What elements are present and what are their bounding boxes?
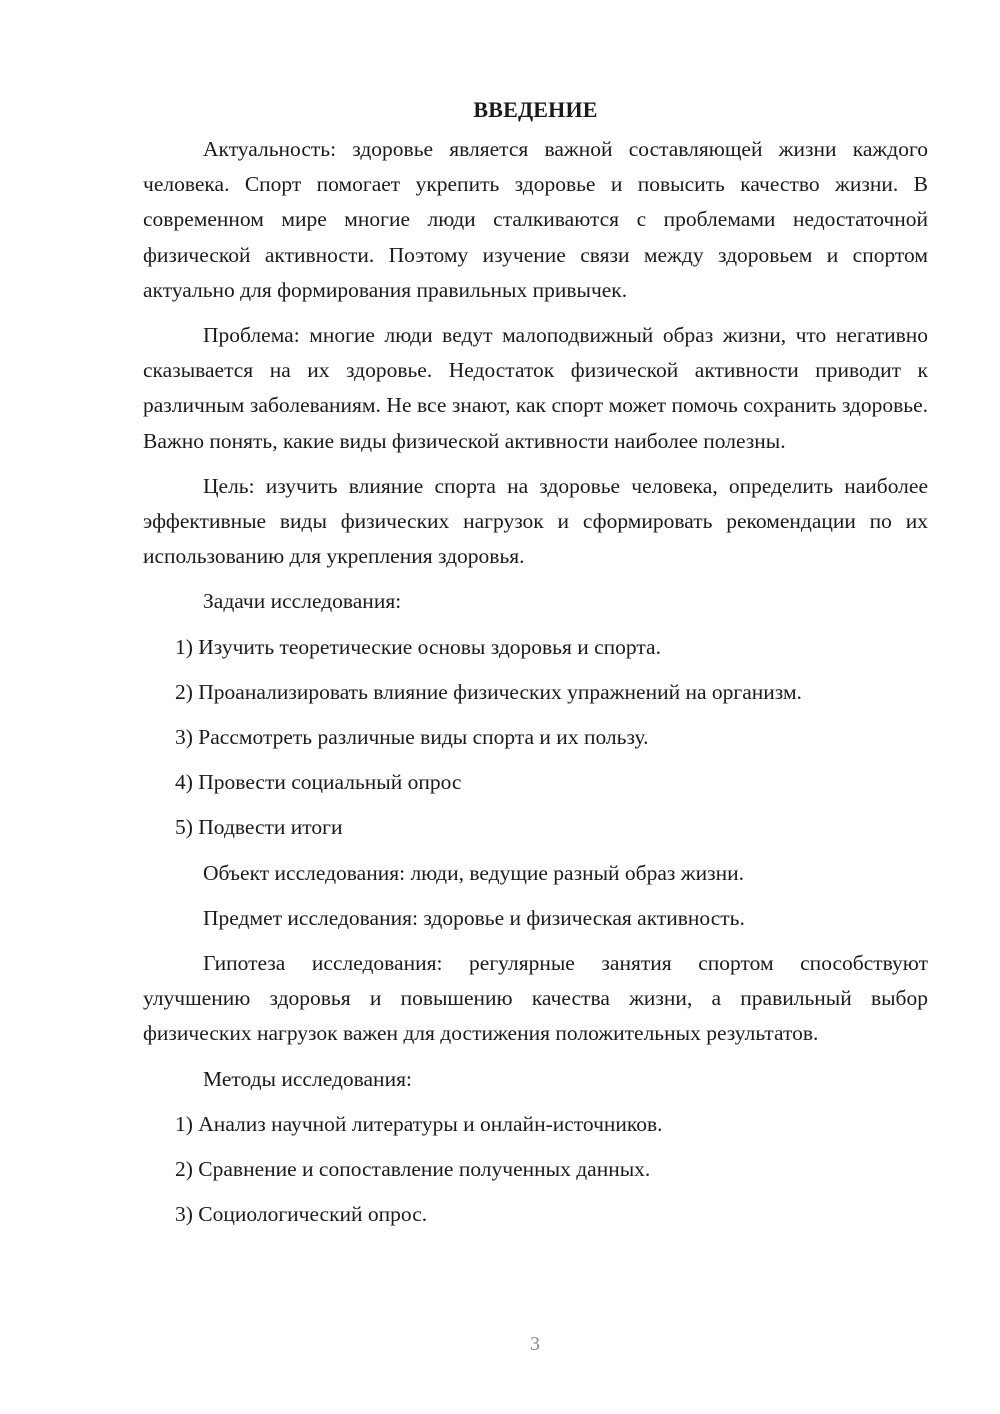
- tasks-list: [143, 630, 928, 846]
- object-line: Объект исследования: люди, ведущие разный образ жизни.: [203, 860, 745, 885]
- goal-paragraph: Цель: изучить влияние спорта на здоровье человека, определить наиболее эффективные виды физических нагрузок и сформировать рекомендации по их использованию для укрепления здоровья.: [143, 473, 928, 569]
- methods-list: [143, 1107, 928, 1233]
- hypothesis-paragraph: Гипотеза исследования: регулярные занятия спортом способствуют улучшению здоровья и повышению качества жизни, а правильный выбор физических нагрузок важен для достижения положительных результатов.: [143, 951, 928, 1046]
- task-item: 2) Проанализировать влияние физических упражнений на организм.: [175, 679, 802, 704]
- task-item: 4) Провести социальный опрос: [175, 770, 462, 795]
- method-item: 2) Сравнение и сопоставление полученных данных.: [175, 1157, 651, 1182]
- methods-heading: Методы исследования:: [203, 1066, 412, 1091]
- relevance-paragraph: Актуальность: здоровье является важной составляющей жизни каждого человека. Спорт помогает укрепить здоровье и повысить качество жизни. В современном мире многие люди сталкиваются с проблемами недостаточной физической активности. Поэтому изучение связи между здоровьем и спортом актуально для формирования правильных привычек.: [143, 137, 928, 302]
- task-item: 3) Рассмотреть различные виды спорта и их пользу.: [175, 725, 649, 750]
- subject-line: Предмет исследования: здоровье и физическая активность.: [203, 905, 745, 930]
- section-title: ВВЕДЕНИЕ: [473, 97, 598, 122]
- method-item: 1) Анализ научной литературы и онлайн-источников.: [175, 1111, 663, 1136]
- method-item: 3) Социологический опрос.: [175, 1202, 428, 1227]
- task-item: 1) Изучить теоретические основы здоровья и спорта.: [175, 634, 661, 659]
- problem-paragraph: Проблема: многие люди ведут малоподвижный образ жизни, что негативно сказывается на их здоровье. Недостаток физической активности приводит к различным заболеваниям. Не все знают, как спорт может помочь сохранить здоровье. Важно понять, какие виды физической активности наиболее полезны.: [143, 323, 928, 453]
- tasks-heading: Задачи исследования:: [203, 589, 402, 614]
- document-page: [143, 92, 928, 1242]
- page-number: 3: [530, 1333, 540, 1355]
- task-item: 5) Подвести итоги: [175, 815, 343, 840]
